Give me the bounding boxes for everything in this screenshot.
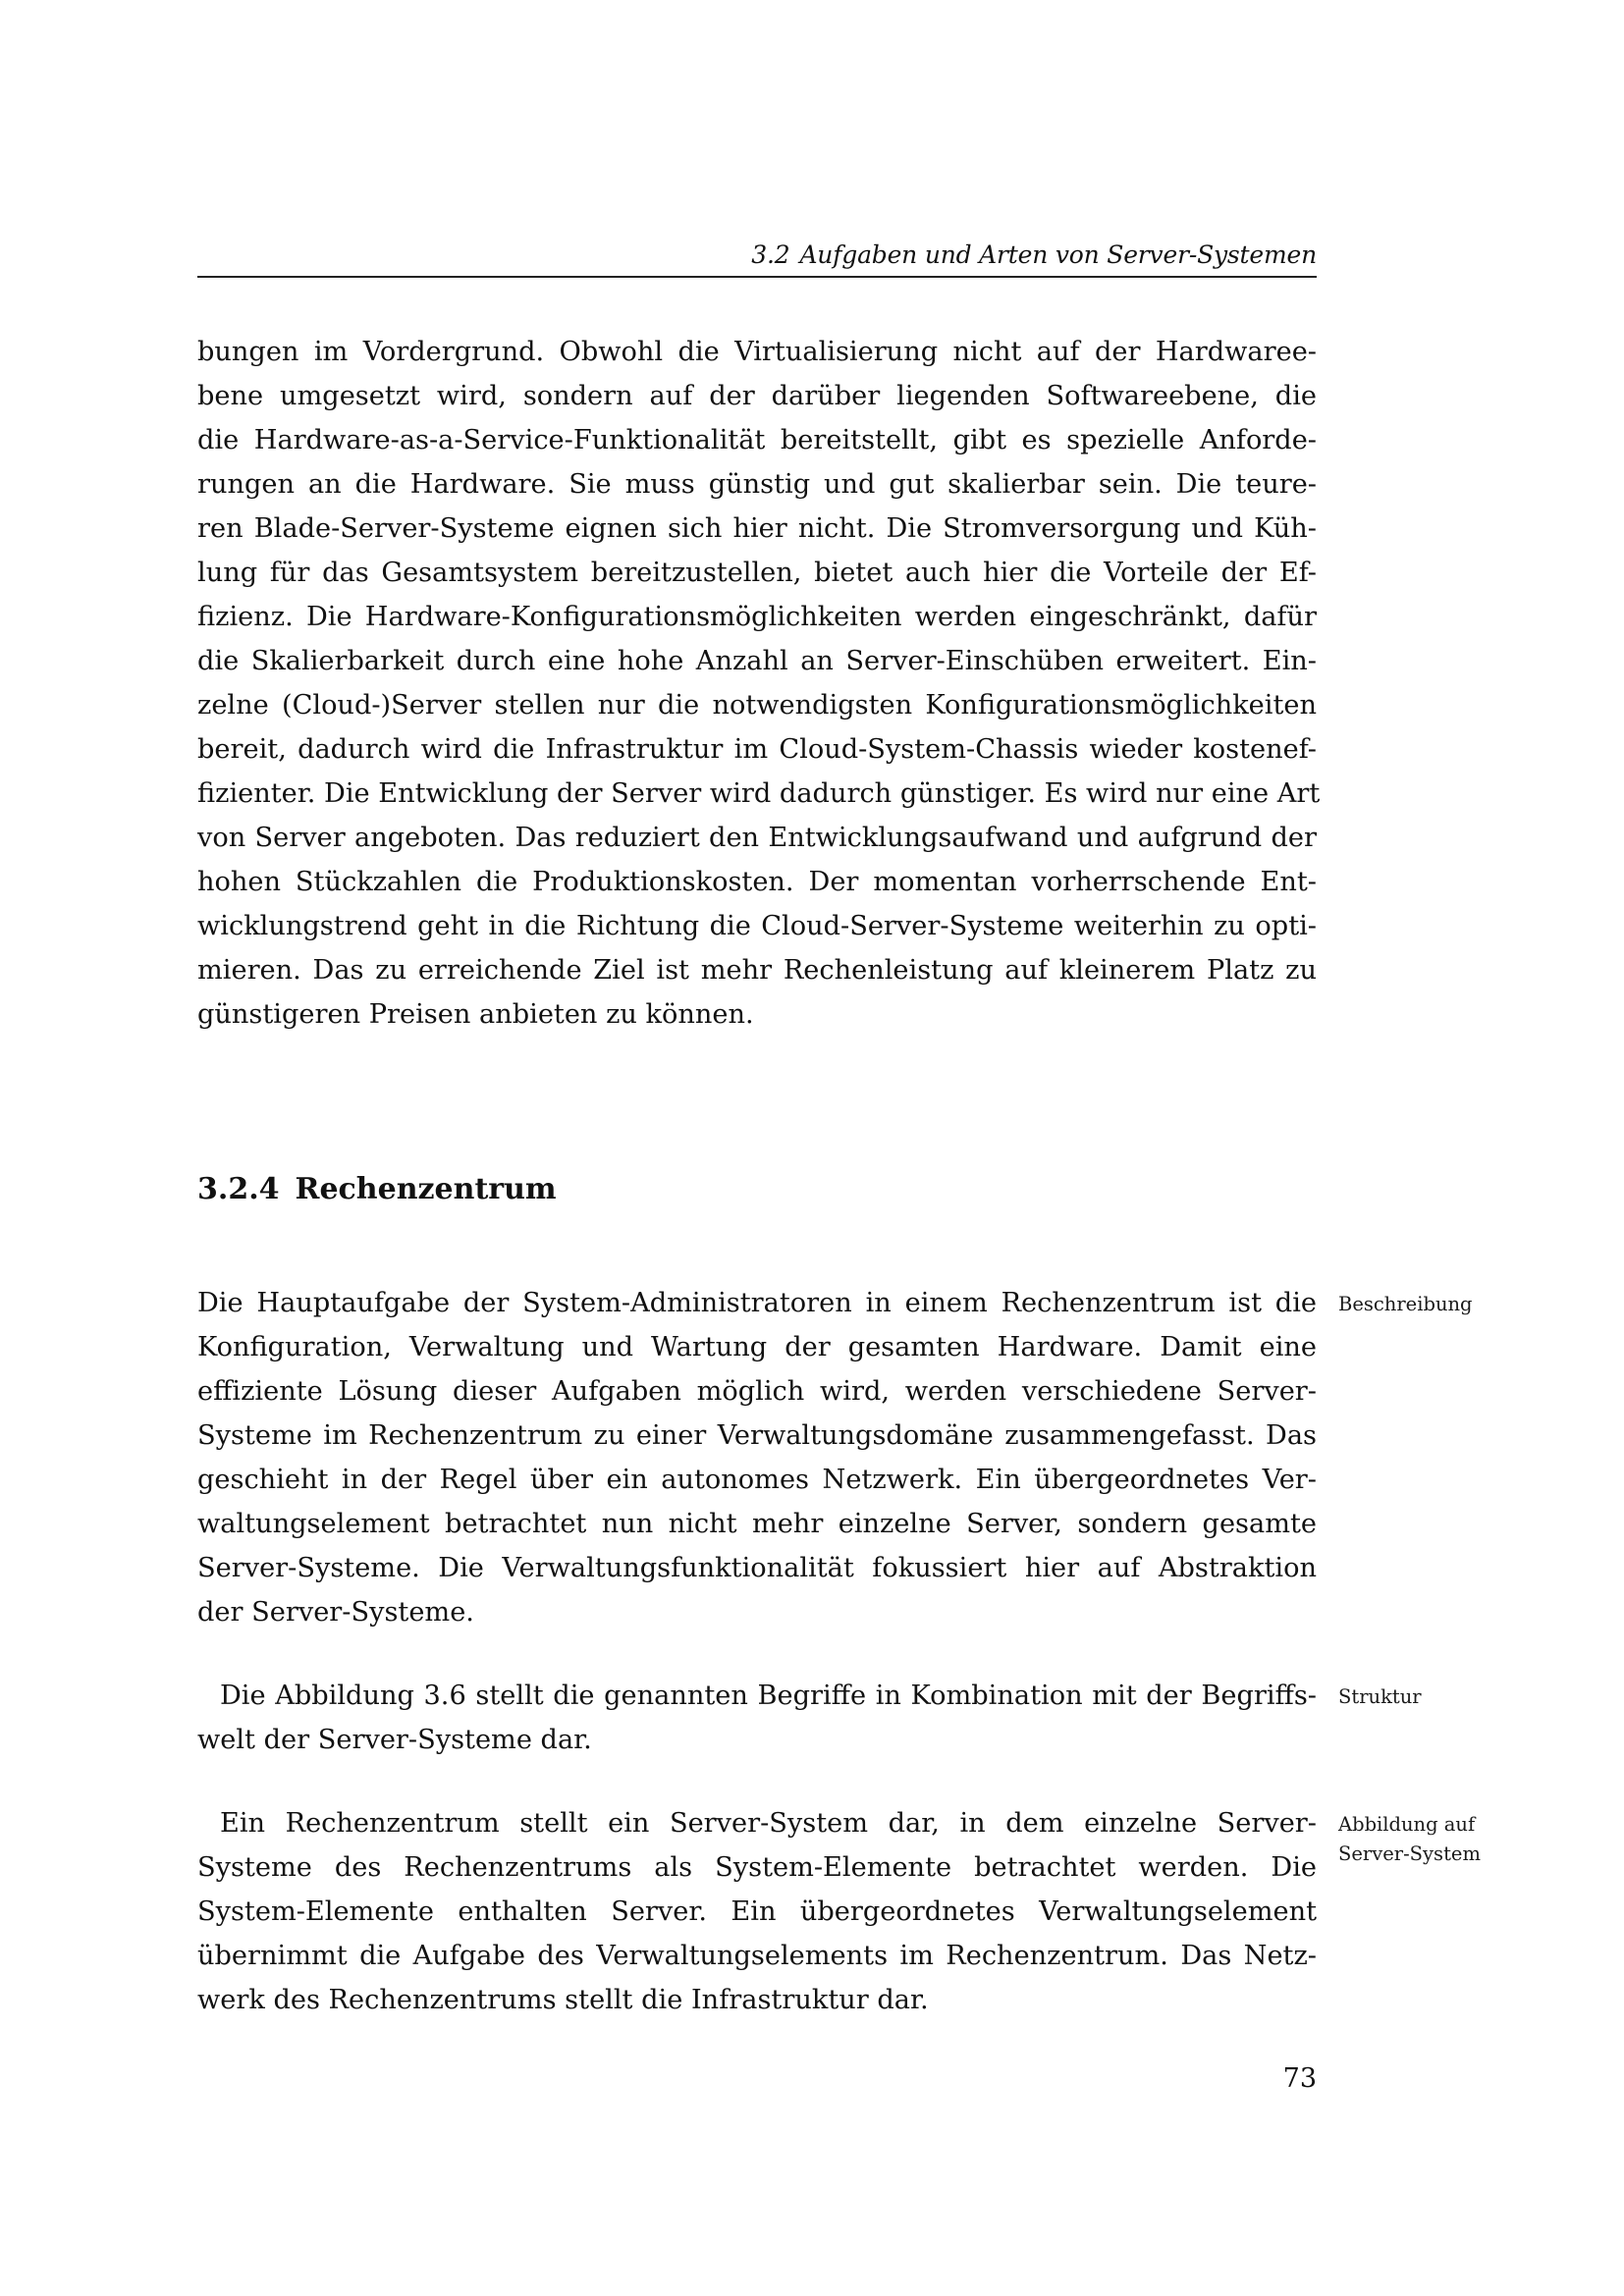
margin-note-abbildung-auf-server-system bbox=[1338, 1810, 1481, 1869]
text-line: bungen im Vordergrund. Obwohl die Virtualisierung nicht auf der Hardwaree- bbox=[197, 337, 1317, 367]
text-line: rungen an die Hardware. Sie muss günstig und gut skalierbar sein. Die teure- bbox=[197, 469, 1317, 500]
margin-note-struktur bbox=[1338, 1682, 1422, 1712]
text-line: fizienz. Die Hardware-Konfigurationsmöglichkeiten werden eingeschränkt, dafür bbox=[197, 602, 1317, 632]
text-line: Die Hauptaufgabe der System-Administratoren in einem Rechenzentrum ist die bbox=[197, 1288, 1317, 1318]
section-paragraph-mapping bbox=[197, 1801, 1317, 2022]
running-header bbox=[197, 239, 1317, 278]
text-line: hohen Stückzahlen die Produktionskosten. Der momentan vorherrschende Ent- bbox=[197, 867, 1317, 897]
running-head-text bbox=[751, 240, 1317, 270]
section-number: 3.2.4 bbox=[197, 1172, 280, 1206]
margin-note-line: Abbildung auf bbox=[1338, 1813, 1476, 1836]
text-line: zelne (Cloud-)Server stellen nur die notwendigsten Konfigurationsmöglichkeiten bbox=[197, 690, 1317, 721]
text-line: Systeme im Rechenzentrum zu einer Verwaltungsdomäne zusammengefasst. Das bbox=[197, 1420, 1317, 1451]
text-line: die Skalierbarkeit durch eine hohe Anzahl an Server-Einschüben erweitert. Ein- bbox=[197, 646, 1317, 676]
text-line: der Server-Systeme. bbox=[197, 1597, 474, 1628]
text-line: wicklungstrend geht in die Richtung die Cloud-Server-Systeme weiterhin zu opti- bbox=[197, 911, 1317, 941]
text-line: fizienter. Die Entwicklung der Server wird dadurch günstiger. Es wird nur eine Art bbox=[197, 778, 1321, 809]
running-head-section-number: 3.2 bbox=[751, 240, 790, 269]
text-line: Ein Rechenzentrum stellt ein Server-System dar, in dem einzelne Server- bbox=[220, 1808, 1317, 1839]
text-line: mieren. Das zu erreichende Ziel ist mehr Rechenleistung auf kleinerem Platz zu bbox=[197, 955, 1317, 986]
text-line: günstigeren Preisen anbieten zu können. bbox=[197, 999, 754, 1030]
section-paragraph-structure bbox=[197, 1674, 1317, 1762]
intro-paragraph bbox=[197, 330, 1321, 1037]
text-line: Die Abbildung 3.6 stellt die genannten Begriffe in Kombination mit der Begriffs- bbox=[220, 1681, 1317, 1711]
text-line: Konfiguration, Verwaltung und Wartung der gesamten Hardware. Damit eine bbox=[197, 1332, 1317, 1362]
text-line: effiziente Lösung dieser Aufgaben möglich wird, werden verschiedene Server- bbox=[197, 1376, 1317, 1407]
text-line: System-Elemente enthalten Server. Ein übergeordnetes Verwaltungselement bbox=[197, 1896, 1317, 1927]
text-line: Systeme des Rechenzentrums als System-Elemente betrachtet werden. Die bbox=[197, 1852, 1317, 1883]
section-paragraph-description bbox=[197, 1281, 1317, 1634]
text-line: Server-Systeme. Die Verwaltungsfunktionalität fokussiert hier auf Abstraktion bbox=[197, 1553, 1317, 1583]
page-number: 73 bbox=[1282, 2063, 1317, 2094]
text-line: von Server angeboten. Das reduziert den Entwicklungsaufwand und aufgrund der bbox=[197, 823, 1317, 853]
text-line: bereit, dadurch wird die Infrastruktur im Cloud-System-Chassis wieder kostenef- bbox=[197, 734, 1317, 765]
text-line: bene umgesetzt wird, sondern auf der darüber liegenden Softwareebene, die bbox=[197, 381, 1317, 411]
section-heading bbox=[197, 1170, 557, 1209]
running-head-section-title: Aufgaben und Arten von Server-Systemen bbox=[799, 240, 1317, 269]
text-line: übernimmt die Aufgabe des Verwaltungselements im Rechenzentrum. Das Netz- bbox=[197, 1941, 1317, 1971]
text-line: lung für das Gesamtsystem bereitzustellen, bietet auch hier die Vorteile der Ef- bbox=[197, 558, 1317, 588]
margin-note-line: Struktur bbox=[1338, 1685, 1422, 1708]
margin-note-line: Server-System bbox=[1338, 1842, 1481, 1865]
text-line: waltungselement betrachtet nun nicht mehr einzelne Server, sondern gesamte bbox=[197, 1509, 1317, 1539]
margin-note-line: Beschreibung bbox=[1338, 1293, 1473, 1315]
text-line: werk des Rechenzentrums stellt die Infrastruktur dar. bbox=[197, 1985, 929, 2015]
text-line: geschieht in der Regel über ein autonomes Netzwerk. Ein übergeordnetes Ver- bbox=[197, 1465, 1317, 1495]
margin-note-beschreibung bbox=[1338, 1290, 1473, 1319]
section-title: Rechenzentrum bbox=[295, 1172, 557, 1206]
text-line: die Hardware-as-a-Service-Funktionalität bereitstellt, gibt es spezielle Anforde- bbox=[197, 425, 1317, 455]
text-line: welt der Server-Systeme dar. bbox=[197, 1725, 592, 1755]
text-line: ren Blade-Server-Systeme eignen sich hier nicht. Die Stromversorgung und Küh- bbox=[197, 513, 1317, 544]
